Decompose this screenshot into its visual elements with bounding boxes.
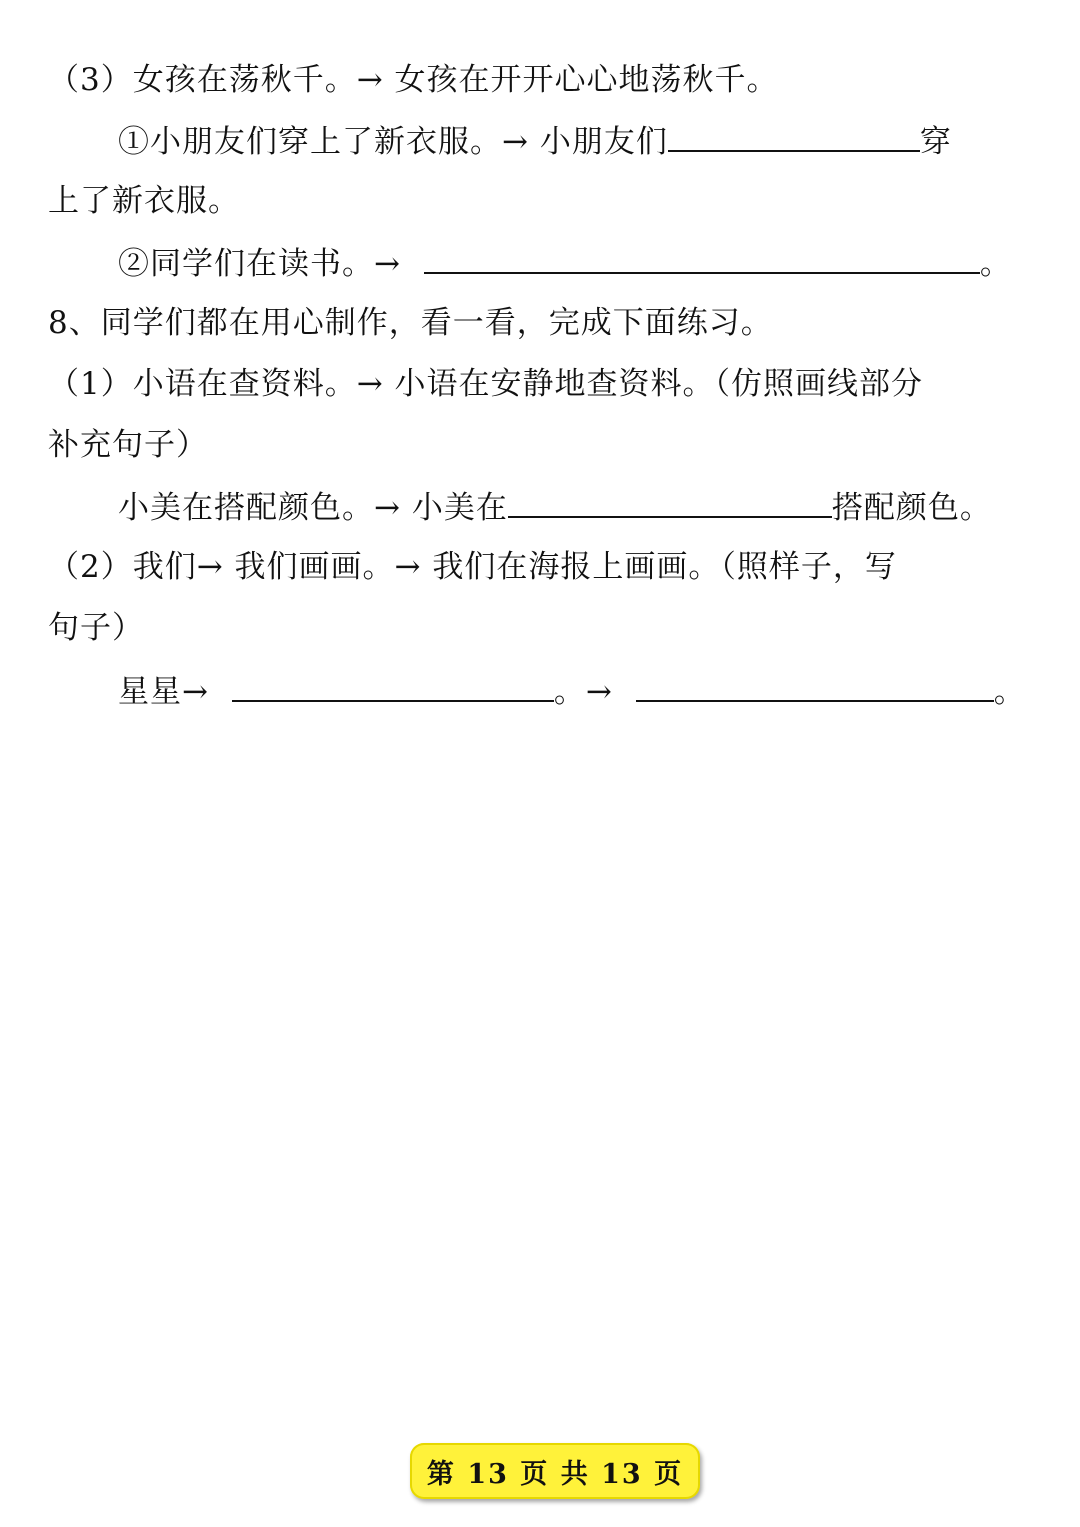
q8-2-answer-blank-1[interactable] — [232, 670, 554, 702]
q3-item2-line — [118, 242, 1012, 284]
q3-item1-suffix: 穿 — [919, 124, 952, 160]
page-number-label: 第 13 页 共 13 页 — [426, 1458, 684, 1490]
q8-2-task-line — [118, 670, 1026, 712]
q8-2-answer-blank-2[interactable] — [636, 670, 994, 702]
q3-example — [48, 60, 779, 100]
q8-2-instruction-line2 — [48, 608, 144, 648]
q3-item1-cont-text: 上了新衣服。 — [48, 183, 240, 219]
q8-2-task-suffix: 。 — [993, 674, 1026, 710]
q8-1-instruction-line2 — [48, 425, 208, 465]
q3-item1-prompt: ①小朋友们穿上了新衣服。→ 小朋友们 — [118, 124, 668, 160]
q3-example-text: （3）女孩在荡秋千。→ 女孩在开开心心地荡秋千。 — [48, 62, 779, 98]
q3-item2-prompt: ②同学们在读书。→ — [118, 246, 401, 282]
page-number-badge — [410, 1443, 700, 1499]
q3-item2-suffix: 。 — [979, 246, 1012, 282]
q8-1-instruction-cont: 补充句子） — [48, 427, 208, 463]
q8-1-instruction-line1 — [48, 364, 923, 404]
q8-1-task-suffix: 搭配颜色。 — [831, 490, 992, 526]
q8-title — [48, 303, 773, 343]
q8-1-answer-blank[interactable] — [508, 486, 832, 518]
q8-2-instruction-text: （2）我们→ 我们画画。→ 我们在海报上画画。（照样子，写 — [48, 549, 897, 585]
q8-title-text: 8、同学们都在用心制作，看一看，完成下面练习。 — [48, 305, 773, 341]
q8-1-instruction-text: （1）小语在查资料。→ 小语在安静地查资料。（仿照画线部分 — [48, 366, 924, 402]
q8-1-task-prompt: 小美在搭配颜色。→ 小美在 — [118, 490, 508, 526]
q3-item2-answer-blank[interactable] — [424, 242, 980, 274]
q8-1-task-line — [118, 486, 992, 528]
q8-2-task-separator: 。→ — [553, 674, 613, 710]
q3-item1-answer-blank[interactable] — [668, 120, 920, 152]
q3-item1-line — [118, 120, 952, 162]
q3-item1-continuation — [48, 181, 240, 221]
q8-2-instruction-line1 — [48, 547, 897, 587]
q8-2-instruction-cont: 句子） — [48, 610, 144, 646]
q8-2-task-prompt: 星星→ — [118, 674, 209, 710]
